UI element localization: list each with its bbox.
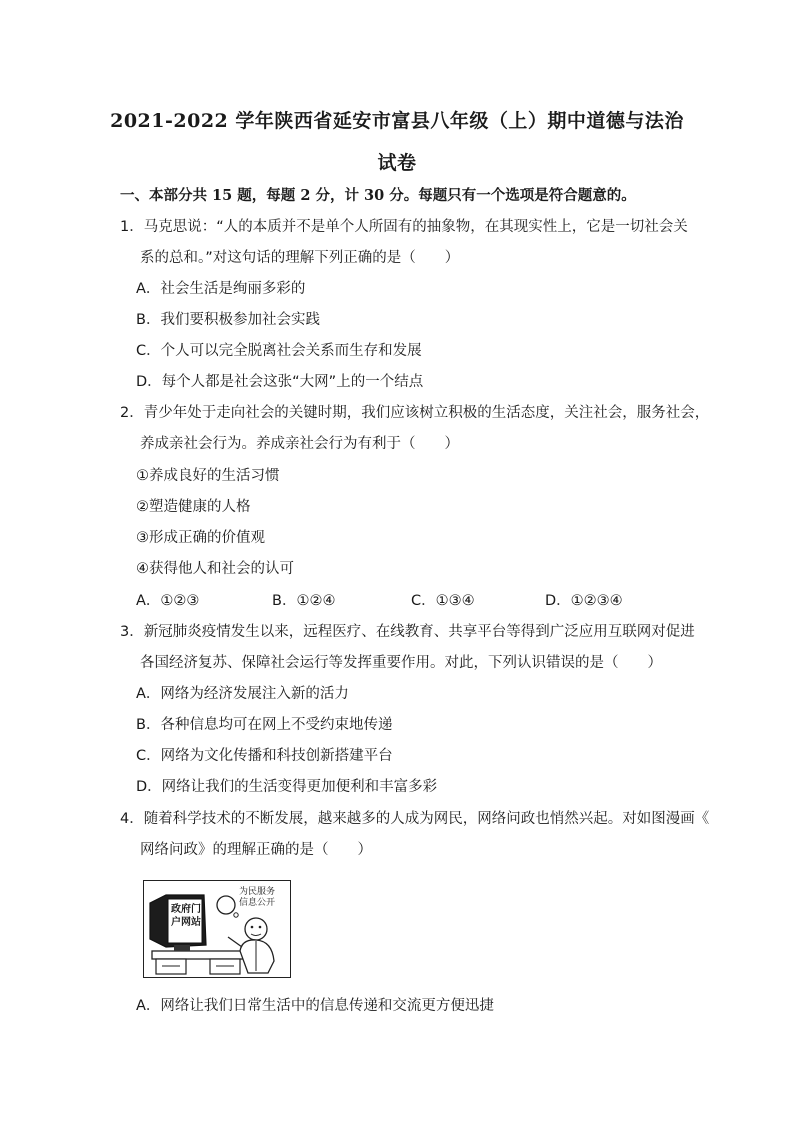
q2-option-b: B．①②④ xyxy=(272,593,336,609)
q1-option-a: A．社会生活是绚丽多彩的 xyxy=(136,281,306,297)
q1-option-d: D．每个人都是社会这张“大网”上的一个结点 xyxy=(136,374,424,390)
q3-option-b: B．各种信息均可在网上不受约束地传递 xyxy=(136,717,393,733)
exam-title-line2: 试卷 xyxy=(377,152,417,174)
exam-title-line1: 2021-2022 学年陕西省延安市富县八年级（上）期中道德与法治 xyxy=(110,110,684,132)
bubble-text xyxy=(239,887,275,909)
q4-stem-line1: 4．随着科学技术的不断发展，越来越多的人成为网民，网络问政也悄然兴起。对如图漫画《 xyxy=(120,811,710,827)
official-head xyxy=(245,918,267,940)
q1-stem-line2: 系的总和。”对这句话的理解下列正确的是（ ） xyxy=(140,250,460,266)
q2-item-2: ②塑造健康的人格 xyxy=(136,499,251,515)
cartoon-network-politics xyxy=(143,880,291,978)
q2-option-a: A．①②③ xyxy=(136,593,200,609)
q3-stem-line1: 3．新冠肺炎疫情发生以来，远程医疗、在线教育、共享平台等得到广泛应用互联网对促进 xyxy=(120,624,695,640)
q4-stem-line2: 网络问政》的理解正确的是（ ） xyxy=(140,842,372,858)
q2-item-3: ③形成正确的价值观 xyxy=(136,530,265,546)
q2-item-1: ①养成良好的生活习惯 xyxy=(136,468,280,484)
q2-options-row xyxy=(0,591,794,611)
q2-stem-line2: 养成亲社会行为。养成亲社会行为有利于（ ） xyxy=(140,436,459,452)
bubble-text-line1: 为民服务 xyxy=(239,887,276,897)
q3-option-d: D．网络让我们的生活变得更加便利和丰富多彩 xyxy=(136,779,438,795)
q2-item-4: ④获得他人和社会的认可 xyxy=(136,561,294,577)
section-heading: 一、本部分共 15 题，每题 2 分，计 30 分。每题只有一个选项是符合题意的。 xyxy=(120,187,636,204)
screen-label: 政府门户网站 xyxy=(171,904,201,928)
thought-bubble xyxy=(217,896,235,914)
q4-option-a: A．网络让我们日常生活中的信息传递和交流更方便迅捷 xyxy=(136,998,494,1014)
desk-top xyxy=(152,951,244,959)
q3-option-a: A．网络为经济发展注入新的活力 xyxy=(136,686,349,702)
q2-stem-line1: 2．青少年处于走向社会的关键时期，我们应该树立积极的生活态度，关注社会，服务社会， xyxy=(120,405,710,421)
bubble-text-line2: 信息公开 xyxy=(239,898,276,908)
q2-option-d: D．①②③④ xyxy=(545,593,623,609)
q3-stem-line2: 各国经济复苏、保障社会运行等发挥重要作用。对此，下列认识错误的是（ ） xyxy=(140,655,662,671)
q3-option-c: C．网络为文化传播和科技创新搭建平台 xyxy=(136,748,393,764)
q2-option-c: C．①③④ xyxy=(411,593,475,609)
official-body xyxy=(240,940,274,973)
q1-stem-line1: 1．马克思说：“人的本质并不是单个人所固有的抽象物，在其现实性上，它是一切社会关 xyxy=(120,219,688,235)
q1-option-b: B．我们要积极参加社会实践 xyxy=(136,312,320,328)
q1-option-c: C．个人可以完全脱离社会关系而生存和发展 xyxy=(136,343,422,359)
